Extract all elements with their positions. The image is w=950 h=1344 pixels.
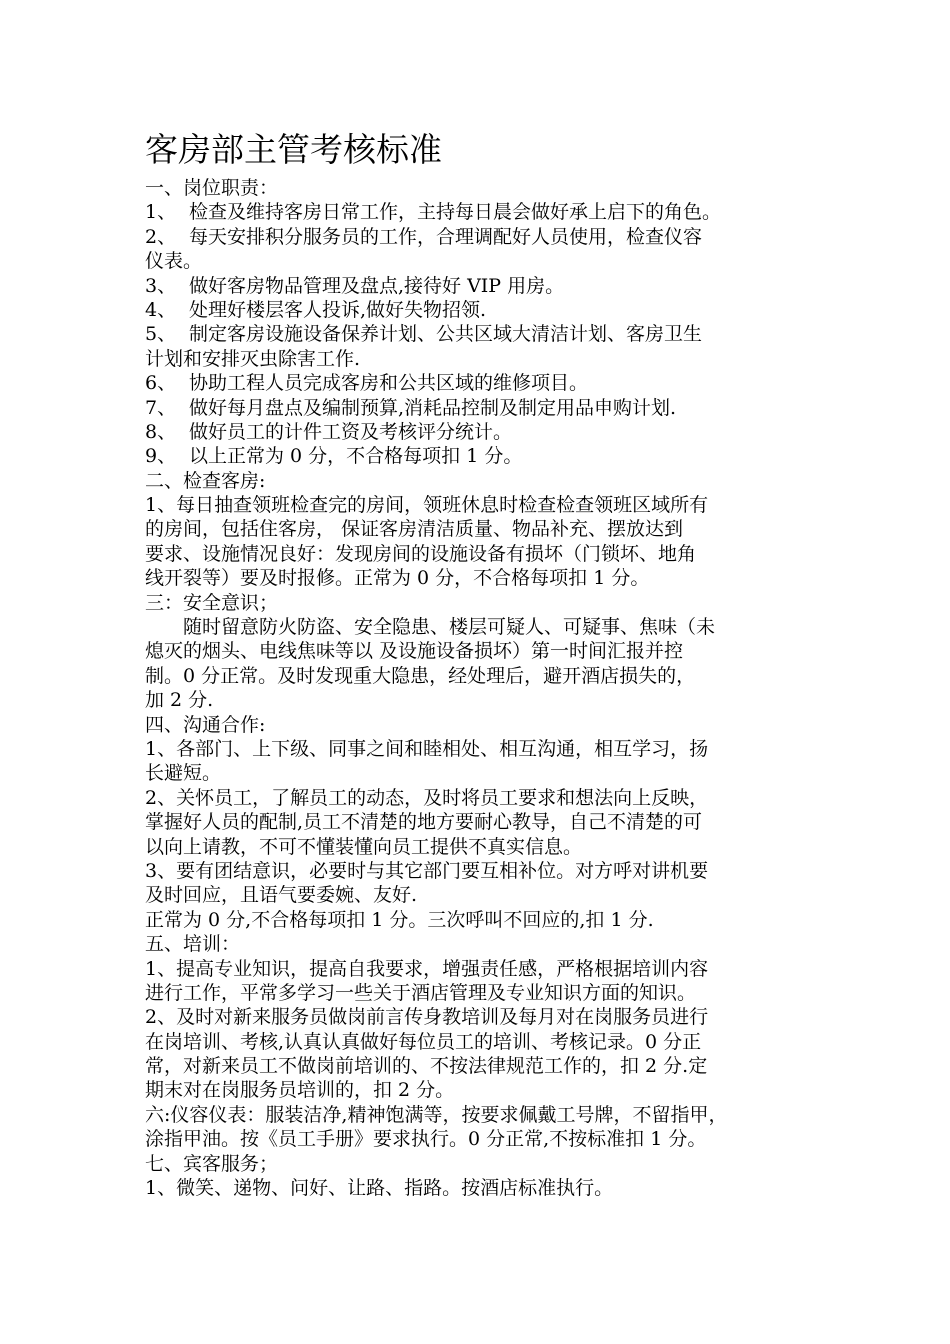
- item-text: 做好客房物品管理及盘点,接待好 VIP 用房。: [189, 274, 565, 297]
- item-text-continued: 仪表。: [145, 250, 203, 273]
- list-item: [145, 322, 813, 346]
- item-text: 协助工程人员完成客房和公共区域的维修项目。: [189, 372, 589, 395]
- paragraph-line: 六:仪容仪表：服装洁净,精神饱满等，按要求佩戴工号牌，不留指甲，: [145, 1103, 728, 1126]
- list-item: [145, 225, 813, 249]
- list-item: [145, 200, 813, 224]
- document-body: [145, 176, 813, 1200]
- paragraph-line: 1、提高专业知识，提高自我要求，增强责任感，严格根据培训内容: [145, 957, 709, 980]
- item-number: 9、: [145, 445, 177, 468]
- item-text: 制定客房设施设备保养计划、公共区域大清洁计划、客房卫生: [189, 323, 703, 346]
- item-text: 每天安排积分服务员的工作，合理调配好人员使用，检查仪容: [189, 225, 703, 248]
- paragraph-line: 加 2 分.: [145, 689, 214, 712]
- paragraph-line: 以向上请教，不可不懂装懂向员工提供不真实信息。: [145, 835, 583, 858]
- item-number: 7、: [145, 396, 177, 419]
- paragraph-line: 在岗培训、考核,认真认真做好每位员工的培训、考核记录。0 分正: [145, 1030, 702, 1053]
- paragraph-line: 掌握好人员的配制,员工不清楚的地方要耐心教导，自己不清楚的可: [145, 811, 703, 834]
- paragraph-line: 常，对新来员工不做岗前培训的、不按法律规范工作的，扣 2 分.定: [145, 1055, 708, 1078]
- paragraph-line: 熄灭的烟头、电线焦味等以 及设施设备损坏）第一时间汇报并控: [145, 640, 684, 663]
- paragraph-line: 线开裂等）要及时报修。正常为 0 分，不合格每项扣 1 分。: [145, 567, 650, 590]
- item-number: 8、: [145, 420, 177, 443]
- paragraph-line: 期末对在岗服务员培训的，扣 2 分。: [145, 1079, 455, 1102]
- item-text: 处理好楼层客人投诉,做好失物招领.: [189, 298, 487, 321]
- paragraph-line: 正常为 0 分,不合格每项扣 1 分。三次呼叫不回应的,扣 1 分.: [145, 908, 654, 931]
- section-heading: 一、岗位职责：: [145, 177, 279, 199]
- section-heading: 四、沟通合作:: [145, 713, 266, 736]
- item-text: 以上正常为 0 分，不合格每项扣 1 分。: [189, 445, 523, 468]
- list-item: [145, 444, 813, 468]
- paragraph-line: 1、微笑、递物、问好、让路、指路。按酒店标准执行。: [145, 1177, 614, 1200]
- list-item: [145, 396, 813, 420]
- paragraph-line: 3、要有团结意识，必要时与其它部门要互相补位。对方呼对讲机要: [145, 859, 709, 882]
- item-number: 1、: [145, 201, 177, 224]
- item-number: 3、: [145, 274, 177, 297]
- item-text: 检查及维持客房日常工作，主持每日晨会做好承上启下的角色。: [189, 201, 722, 224]
- item-number: 5、: [145, 323, 177, 346]
- paragraph-line: 1、每日抽查领班检查完的房间，领班休息时检查检查领班区域所有: [145, 494, 709, 517]
- list-item: [145, 420, 813, 444]
- item-number: 2、: [145, 225, 177, 248]
- paragraph-line: 制。0 分正常。及时发现重大隐患，经处理后，避开酒店损失的，: [145, 664, 696, 687]
- list-item: [145, 371, 813, 395]
- paragraph-line: 要求、设施情况良好：发现房间的设施设备有损坏（门锁坏、地角: [145, 542, 697, 565]
- list-item: [145, 274, 813, 298]
- document-page: [145, 128, 813, 1200]
- section-heading: 七、宾客服务；: [145, 1152, 279, 1175]
- item-text-continued: 计划和安排灭虫除害工作.: [145, 347, 361, 370]
- item-text: 做好员工的计件工资及考核评分统计。: [189, 420, 513, 443]
- section-heading: 五、培训：: [145, 933, 241, 956]
- item-text: 做好每月盘点及编制预算,消耗品控制及制定用品申购计划.: [189, 396, 677, 419]
- paragraph-line: 2、及时对新来服务员做岗前言传身教培训及每月对在岗服务员进行: [145, 1006, 709, 1029]
- paragraph-line: 涂指甲油。按《员工手册》要求执行。0 分正常,不按标准扣 1 分。: [145, 1128, 707, 1151]
- item-number: 4、: [145, 298, 177, 321]
- section-heading: 三：安全意识；: [145, 591, 279, 614]
- list-item: [145, 298, 813, 322]
- item-number: 6、: [145, 372, 177, 395]
- paragraph-line: 的房间，包括住客房， 保证客房清洁质量、物品补充、摆放达到: [145, 518, 684, 541]
- paragraph-line: 长避短。: [145, 762, 222, 785]
- paragraph-line: 及时回应，且语气要委婉、友好.: [145, 884, 418, 907]
- paragraph-line: 1、各部门、上下级、同事之间和睦相处、相互沟通，相互学习，扬: [145, 737, 709, 760]
- document-title: 客房部主管考核标准: [145, 130, 442, 169]
- paragraph-line: 2、关怀员工，了解员工的动态，及时将员工要求和想法向上反映，: [145, 786, 709, 809]
- paragraph-line: 进行工作，平常多学习一些关于酒店管理及专业知识方面的知识。: [145, 981, 697, 1004]
- section-heading: 二、检查客房:: [145, 469, 266, 492]
- paragraph-line: 随时留意防火防盗、安全隐患、楼层可疑人、可疑事、焦味（未: [183, 616, 716, 639]
